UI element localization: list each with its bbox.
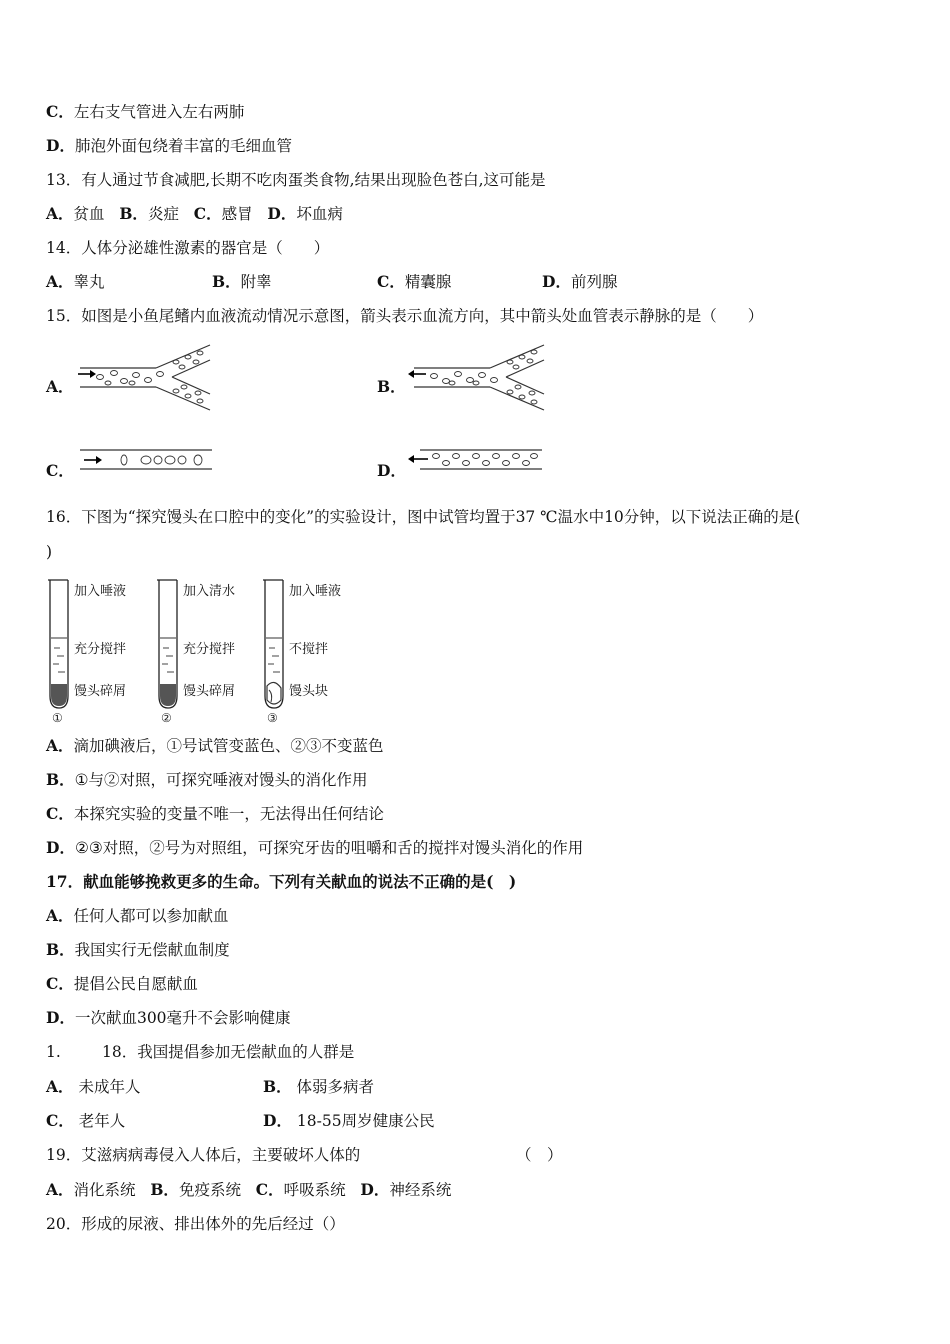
tube-label-mid: 充分搅拌 — [183, 642, 236, 657]
option-letter: A． — [46, 1180, 74, 1199]
option-letter: D． — [46, 136, 75, 155]
test-tube-3 — [259, 576, 369, 724]
q15-label-b: B． — [377, 377, 406, 396]
option-letter: D． — [46, 1008, 75, 1027]
option-text: 任何人都可以参加献血 — [73, 907, 229, 925]
option-text: 附睾 — [240, 273, 272, 291]
tube-drawing — [44, 576, 74, 724]
q19-options — [46, 1180, 451, 1200]
option-letter: D． — [46, 838, 75, 857]
option-letter: D． — [360, 1180, 390, 1199]
option-letter: D． — [263, 1111, 292, 1130]
option-text: 炎症 — [147, 205, 179, 223]
q19-stem: 19．艾滋病病毒侵入人体后，主要破坏人体的 — [46, 1146, 361, 1164]
tube-number: ③ — [267, 711, 278, 724]
q18-stem: 18．我国提倡参加无偿献血的人群是 — [102, 1043, 355, 1061]
option-letter: C． — [193, 204, 222, 223]
test-tube-1 — [44, 576, 154, 724]
option-text: 滴加碘液后，①号试管变蓝色、②③不变蓝色 — [73, 737, 384, 755]
q18-option-c — [46, 1111, 125, 1131]
option-letter: D． — [267, 204, 297, 223]
option-letter: A． — [46, 204, 74, 223]
q16-stem-line1: 16．下图为“探究馒头在口腔中的变化”的实验设计，图中试管均置于37 ℃温水中10分钟，以下说法正确的是( — [46, 508, 801, 526]
q16-option-d — [46, 838, 583, 858]
option-letter: B． — [46, 940, 75, 959]
q14-stem: 14．人体分泌雄性激素的器官是（ ） — [46, 239, 330, 257]
tube-drawing — [153, 576, 183, 724]
option-letter: B． — [150, 1180, 179, 1199]
q17-option-a — [46, 906, 229, 926]
option-letter: C． — [255, 1180, 284, 1199]
q17-option-c — [46, 974, 198, 994]
tube-label-top: 加入唾液 — [74, 584, 127, 599]
option-text: 未成年人 — [78, 1078, 141, 1096]
option-text: 精囊腺 — [404, 273, 452, 291]
option-letter: B． — [46, 770, 75, 789]
q15-label-d: D． — [377, 461, 406, 480]
option-text: 肺泡外面包绕着丰富的毛细血管 — [74, 137, 292, 155]
q18-list-number: 1. — [46, 1043, 61, 1061]
option-letter: A． — [46, 272, 74, 291]
option-letter: C． — [46, 974, 74, 993]
vessel-diagram-b — [406, 340, 551, 412]
option-text: 老年人 — [78, 1112, 126, 1130]
q13-options — [46, 204, 343, 224]
tube-label-bottom: 馒头碎屑 — [74, 684, 127, 699]
option-text: 体弱多病者 — [296, 1078, 375, 1096]
option-text: 免疫系统 — [178, 1181, 241, 1199]
tube-label-top: 加入清水 — [183, 584, 236, 599]
option-text: ①与②对照，可探究唾液对馒头的消化作用 — [74, 771, 368, 789]
option-letter: C． — [46, 1111, 74, 1130]
option-text: 提倡公民自愿献血 — [73, 975, 198, 993]
q16-option-a — [46, 736, 384, 756]
q14-option-d — [542, 272, 617, 292]
q18-option-d — [263, 1111, 435, 1131]
vessel-diagram-a — [76, 340, 216, 412]
option-text: 呼吸系统 — [283, 1181, 346, 1199]
option-text: 神经系统 — [389, 1181, 452, 1199]
tube-number: ② — [161, 711, 172, 724]
q17-option-b — [46, 940, 230, 960]
q17-stem: 17．献血能够挽救更多的生命。下列有关献血的说法不正确的是( ) — [46, 872, 517, 891]
tube-label-mid: 充分搅拌 — [74, 642, 127, 657]
option-letter: B． — [119, 204, 148, 223]
q16-stem-line2: ) — [46, 543, 53, 561]
test-tube-2 — [153, 576, 263, 724]
q16-option-b — [46, 770, 368, 790]
option-text: ②③对照，②号为对照组，可探究牙齿的咀嚼和舌的搅拌对馒头消化的作用 — [74, 839, 584, 857]
tube-label-top: 加入唾液 — [289, 584, 342, 599]
q12-option-c — [46, 102, 244, 122]
option-letter: A． — [46, 906, 74, 925]
q18-option-b — [263, 1077, 374, 1097]
option-text: 睾丸 — [73, 273, 105, 291]
option-text: 左右支气管进入左右两肺 — [73, 103, 245, 121]
q19-answer-paren: （ ） — [516, 1146, 563, 1164]
option-text: 我国实行无偿献血制度 — [74, 941, 230, 959]
q17-option-d — [46, 1008, 291, 1028]
tube-label-bottom: 馒头碎屑 — [183, 684, 236, 699]
q15-label-c: C． — [46, 461, 74, 480]
q14-option-a — [46, 272, 105, 292]
q18-option-a — [46, 1077, 140, 1097]
tube-drawing — [259, 576, 289, 724]
option-letter: B． — [212, 272, 241, 291]
option-letter: C． — [377, 272, 405, 291]
q14-option-b — [212, 272, 272, 292]
option-text: 消化系统 — [73, 1181, 136, 1199]
q15-label-a: A． — [46, 377, 74, 396]
option-letter: A． — [46, 736, 74, 755]
option-letter: B． — [263, 1077, 292, 1096]
option-letter: C． — [46, 804, 74, 823]
option-text: 感冒 — [221, 205, 253, 223]
option-text: 前列腺 — [570, 273, 618, 291]
q13-stem: 13．有人通过节食减肥,长期不吃肉蛋类食物,结果出现脸色苍白,这可能是 — [46, 171, 546, 189]
option-text: 18-55周岁健康公民 — [296, 1112, 435, 1130]
q15-stem: 15．如图是小鱼尾鳍内血液流动情况示意图，箭头表示血流方向，其中箭头处血管表示静脉的是（ ） — [46, 307, 764, 325]
vessel-diagram-c — [76, 446, 216, 474]
option-letter: C． — [46, 102, 74, 121]
option-letter: A． — [46, 1077, 74, 1096]
option-text: 贫血 — [73, 205, 105, 223]
tube-number: ① — [52, 711, 63, 724]
option-letter: D． — [542, 272, 571, 291]
q20-stem: 20．形成的尿液、排出体外的先后经过（） — [46, 1215, 345, 1233]
q12-option-d — [46, 136, 292, 156]
tube-label-bottom: 馒头块 — [289, 684, 329, 699]
vessel-diagram-d — [406, 446, 548, 474]
option-text: 一次献血300毫升不会影响健康 — [74, 1009, 291, 1027]
q16-option-c — [46, 804, 384, 824]
tube-label-mid: 不搅拌 — [289, 642, 329, 657]
option-text: 坏血病 — [296, 205, 343, 223]
option-text: 本探究实验的变量不唯一，无法得出任何结论 — [73, 805, 384, 823]
q14-option-c — [377, 272, 451, 292]
